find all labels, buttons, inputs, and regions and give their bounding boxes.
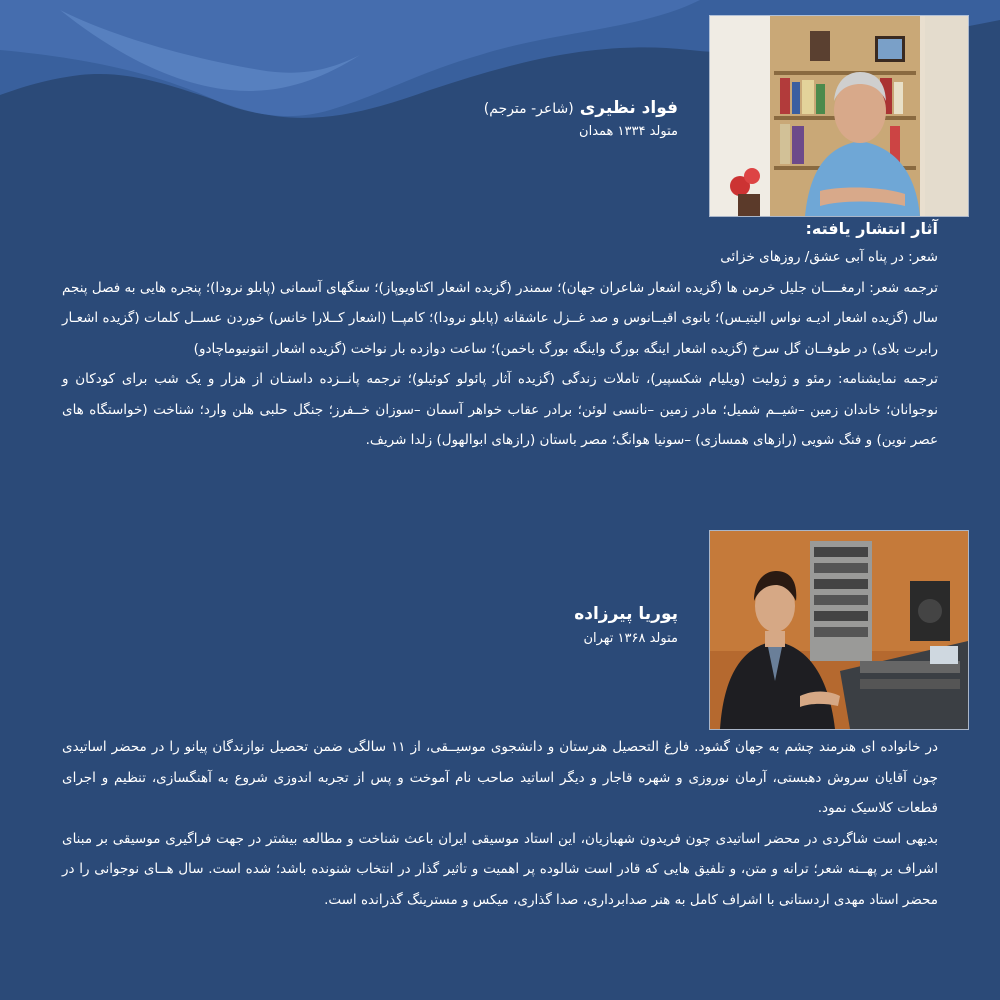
musician-bio [62, 732, 938, 915]
poet-photo [709, 15, 969, 217]
poet-name: فواد نظیری [579, 98, 678, 118]
musician-header [318, 604, 678, 646]
works-poetry-translation: ترجمه شعر: ارمغــــان جلیل خرمن ها (گزیده اشعار شاعران جهان)؛ سمندر (گزیده اشعار اکتاویوپاز)؛ سنگهای آسمانی (پابلو نرودا)؛ پنجره هایی به فصل پنجم سال (گزیده اشعار ادیـه نواس الیتیـس)؛ بانوی اقیــانوس و صد غــزل عاشقانه (پابلو نرودا)؛ کامپــا (اشعار کــلارا خانس) خوردن عســل کلمات (گزیده اشعـار رابرت بلای) در طوفــان گل سرخ (گزیده اشعار اینگه بورگ واینگه بورگ باخمن)؛ ساعت دوازده بار نواخت (گزیده اشعار انتونیوماچادو) [62, 279, 938, 357]
musician-birth: متولد ۱۳۶۸ تهران [583, 631, 678, 646]
musician-name: پوریا پیرزاده [574, 604, 678, 624]
musician-bio-paragraph-1: در خانواده ای هنرمند چشم به جهان گشود. فارغ التحصیل هنرستان و دانشجوی موسیــقی، از ۱۱ سالگی ضمن تحصیل نوازندگان پیانو را در محضر اساتیدی چون آقایان سروش دهبستی، آرمان نوروزی و شهره قاجار و دیگر اساتید صاحب نام آموخت و پس از تجربه اندوزی شروع به آهنگسازی، تنظیم و اجرای قطعات کلاسیک نمود. [62, 739, 938, 816]
musician-bio-paragraph-2: بدیهی است شاگردی در محضر اساتیدی چون فریدون شهبازیان، این استاد موسیقی ایران باعث شناخت و مطالعه بیشتر در جهت فراگیری موسیقی بر مبنای اشراف بر پهــنه شعر؛ ترانه و متن، و تلفیق هایی که قادر است شالوده پر اهمیت و تاثیر گذار در انتخاب شنونده باشد؛ شده است. سال هــای نوجوانی را در محضر استاد مهدی اردستانی با اشراف کامل به هنر صدابرداری، صدا گذاری، میکس و مسترینگ گذرانده است. [62, 830, 938, 908]
poet-role: (شاعر- مترجم) [483, 101, 574, 117]
poet-birth: متولد ۱۳۳۴ همدان [579, 124, 678, 139]
works-play-translation: ترجمه نمایشنامه: رمئو و ژولیت (ویلیام شکسپیر)، تاملات زندگی (گزیده آثار پائولو کوئیلو)؛ ترجمه پانــزده داستـان از هزار و یک شب برای کودکان و نوجوانان؛ خاندان زمین –شیــم شمیل؛ مادر زمین –نانسی لوئن؛ برادر عقاب خواهر آسمان –سوزان خــفرز؛ جنگل حلبی هلن وارد؛ شناخت (خواستگاه های عصر نوین) و فنگ شویی (رازهای همسازی) –سونیا هوانگ؛ مصر باستان (رازهای ابوالهول) زلدا شریف. [62, 371, 938, 448]
works-heading: آثار انتشار یافته: [805, 219, 938, 238]
musician-photo [709, 530, 969, 730]
poet-header [318, 98, 678, 139]
works-poetry: شعر: در پناه آبی عشق/ روزهای خزائی [720, 249, 938, 265]
works-list [62, 242, 938, 456]
